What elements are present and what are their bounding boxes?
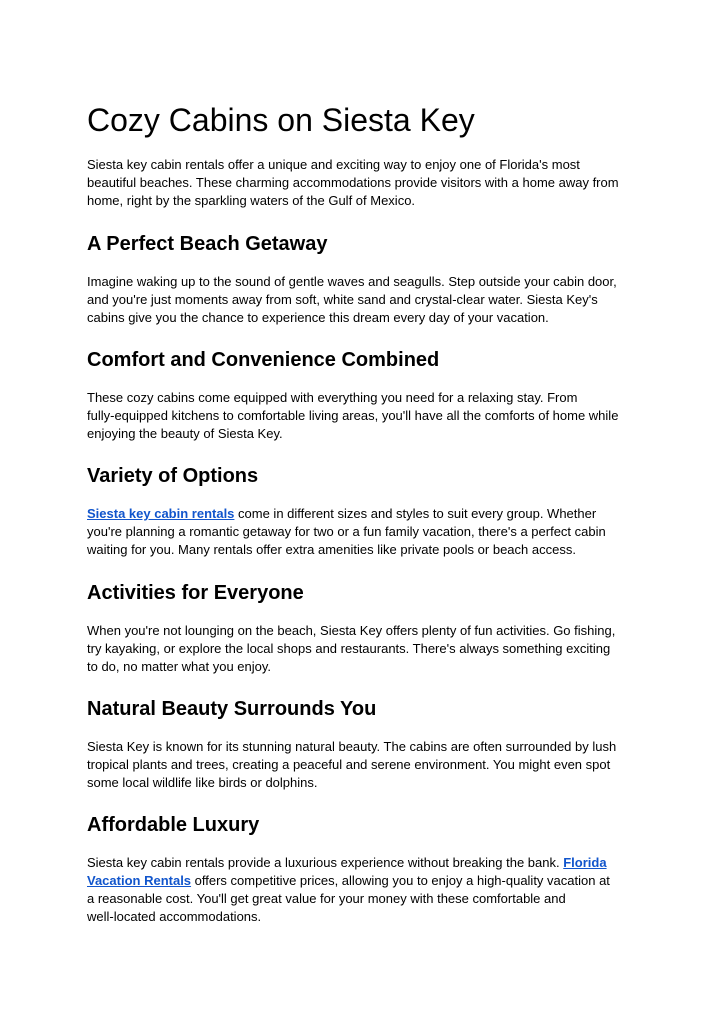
paragraph-line bbox=[87, 854, 637, 872]
paragraph-text: Siesta key cabin rentals provide a luxurious experience without breaking the bank. bbox=[87, 855, 564, 870]
section-paragraph-activities bbox=[87, 622, 637, 676]
section-paragraph-variety bbox=[87, 505, 637, 559]
section-paragraph-affordable-luxury bbox=[87, 854, 637, 926]
section-heading-variety: Variety of Options bbox=[87, 465, 259, 487]
section-paragraph-natural-beauty bbox=[87, 738, 637, 792]
paragraph-text: offers competitive prices, allowing you to enjoy a high-quality vacation at bbox=[191, 873, 610, 888]
intro-line: Siesta key cabin rentals offer a unique and exciting way to enjoy one of Florida's most bbox=[87, 157, 580, 172]
section-heading-natural-beauty: Natural Beauty Surrounds You bbox=[87, 698, 377, 720]
paragraph-text: come in different sizes and styles to suit every group. Whether bbox=[234, 506, 597, 521]
paragraph-line: When you're not lounging on the beach, Siesta Key offers plenty of fun activities. Go fishing, bbox=[87, 623, 616, 638]
paragraph-line: and you're just moments away from soft, white sand and crystal-clear water. Siesta Key's bbox=[87, 292, 598, 307]
paragraph-line: waiting for you. Many rentals offer extra amenities like private pools or beach access. bbox=[87, 542, 576, 557]
florida-vacation-rentals-link[interactable]: Florida bbox=[563, 855, 607, 870]
section-heading-activities: Activities for Everyone bbox=[87, 582, 304, 604]
intro-line: beautiful beaches. These charming accommodations provide visitors with a home away from bbox=[87, 175, 619, 190]
section-paragraph-beach-getaway bbox=[87, 273, 637, 327]
paragraph-line bbox=[87, 505, 637, 523]
paragraph-line: to do, no matter what you enjoy. bbox=[87, 659, 272, 674]
section-heading-comfort: Comfort and Convenience Combined bbox=[87, 349, 440, 371]
paragraph-line: cabins give you the chance to experience this dream every day of your vacation. bbox=[87, 310, 549, 325]
paragraph-line: a reasonable cost. You'll get great value for your money with these comfortable and bbox=[87, 891, 566, 906]
section-heading-affordable-luxury: Affordable Luxury bbox=[87, 814, 260, 836]
paragraph-line: enjoying the beauty of Siesta Key. bbox=[87, 426, 283, 441]
paragraph-line: you're planning a romantic getaway for two or a fun family vacation, there's a perfect cabin bbox=[87, 524, 606, 539]
section-paragraph-comfort bbox=[87, 389, 637, 443]
paragraph-line: try kayaking, or explore the local shops and restaurants. There's always something exciting bbox=[87, 641, 611, 656]
florida-vacation-rentals-link-continued[interactable]: Vacation Rentals bbox=[87, 873, 192, 888]
paragraph-line: well-located accommodations. bbox=[87, 909, 262, 924]
paragraph-line: some local wildlife like birds or dolphins. bbox=[87, 775, 318, 790]
paragraph-line: These cozy cabins come equipped with everything you need for a relaxing stay. From bbox=[87, 390, 578, 405]
paragraph-line: Imagine waking up to the sound of gentle waves and seagulls. Step outside your cabin door, bbox=[87, 274, 617, 289]
paragraph-line bbox=[87, 872, 637, 890]
intro-line: home, right by the sparkling waters of the Gulf of Mexico. bbox=[87, 193, 416, 208]
intro-paragraph bbox=[87, 156, 637, 210]
section-heading-beach-getaway: A Perfect Beach Getaway bbox=[87, 233, 328, 255]
siesta-key-cabin-rentals-link[interactable]: Siesta key cabin rentals bbox=[87, 506, 235, 521]
paragraph-line: fully-equipped kitchens to comfortable living areas, you'll have all the comforts of home while bbox=[87, 408, 619, 423]
page-title: Cozy Cabins on Siesta Key bbox=[87, 102, 475, 138]
paragraph-line: Siesta Key is known for its stunning natural beauty. The cabins are often surrounded by lush bbox=[87, 739, 617, 754]
paragraph-line: tropical plants and trees, creating a peaceful and serene environment. You might even spot bbox=[87, 757, 611, 772]
